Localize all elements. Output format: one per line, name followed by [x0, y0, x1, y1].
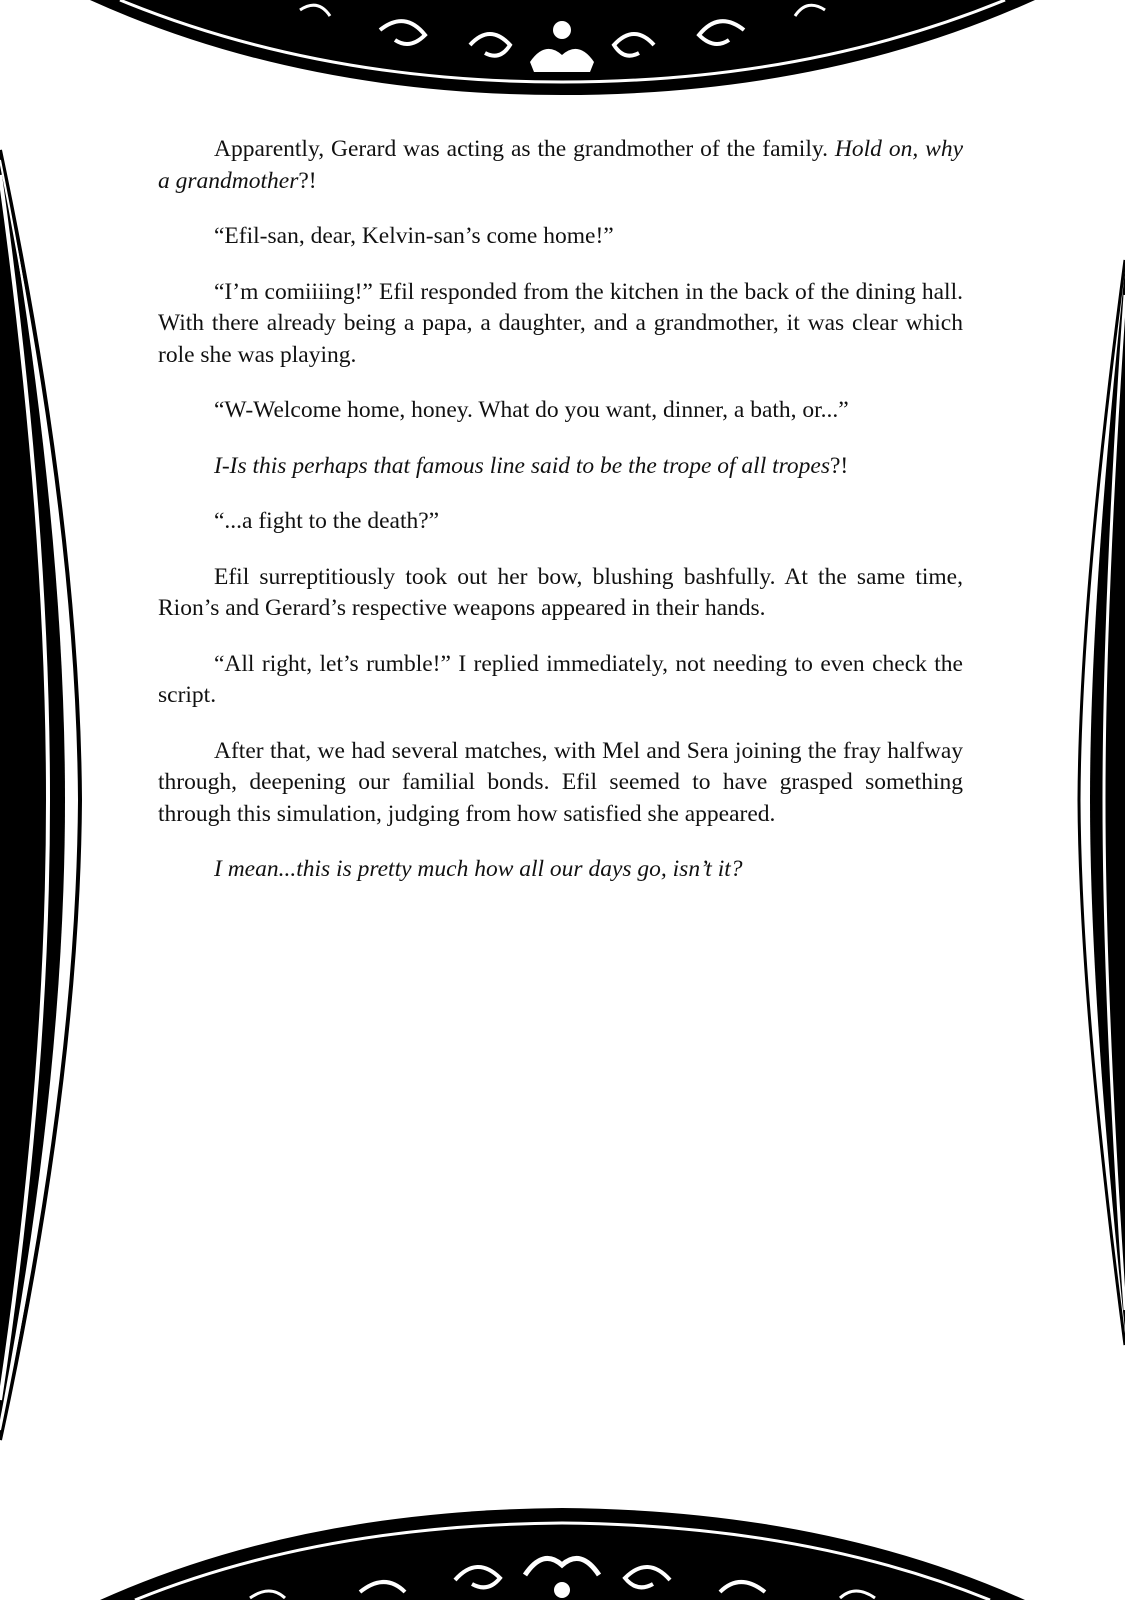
- right-border-icon: [1079, 260, 1125, 1345]
- left-border-icon: [0, 150, 80, 1440]
- paragraph-text: Apparently, Gerard was acting as the grandmother of the family.: [214, 136, 835, 162]
- top-ornament-icon: [90, 0, 1035, 95]
- paragraph-10: [158, 854, 963, 886]
- paragraph-6: “...a fight to the death?”: [214, 508, 440, 534]
- bottom-ornament-icon: [100, 1508, 1025, 1600]
- inner-thought: I-Is this perhaps that famous line said to be the trope of all tropes: [214, 452, 830, 479]
- paragraph-text: ?!: [298, 167, 317, 194]
- paragraph-4: “W-Welcome home, honey. What do you want, dinner, a bath, or...”: [214, 397, 849, 423]
- paragraph-5: [158, 451, 963, 483]
- paragraph-8: “All right, let’s rumble!” I replied immediately, not needing to even check the script.: [158, 650, 963, 708]
- paragraph-3: “I’m comiiiing!” Efil responded from the kitchen in the back of the dining hall. With there already being a papa, a daughter, and a grandmother, it was clear which role she was playing.: [158, 278, 963, 368]
- paragraph-7: Efil surreptitiously took out her bow, blushing bashfully. At the same time, Rion’s and Gerard’s respective weapons appeared in their hands.: [158, 563, 963, 621]
- inner-thought: Hold on, why a grandmother: [158, 136, 963, 194]
- paragraph-1: [158, 134, 963, 197]
- inner-thought: I mean...this is pretty much how all our days go, isn’t it?: [214, 856, 743, 882]
- page-body: [158, 134, 963, 910]
- paragraph-text: ?!: [829, 452, 849, 479]
- paragraph-9: After that, we had several matches, with Mel and Sera joining the fray halfway through, deepening our familial bonds. Efil seemed to have grasped something through this simulation, judging from how satisfied she appeared.: [158, 737, 963, 827]
- paragraph-2: “Efil-san, dear, Kelvin-san’s come home!”: [214, 223, 614, 249]
